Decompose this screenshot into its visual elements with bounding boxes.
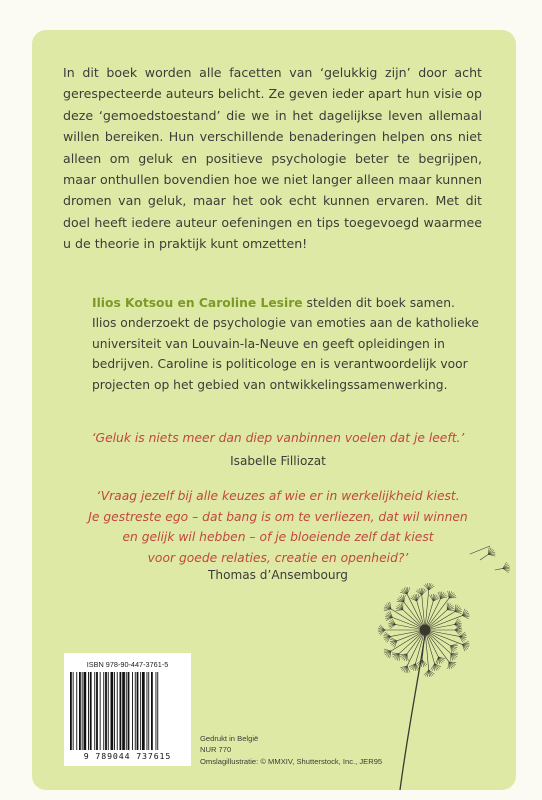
quote-filliozat: ‘Geluk is niets meer dan diep vanbinnen voelen dat je leeft.’ xyxy=(91,431,465,445)
barcode xyxy=(70,672,185,750)
quote-ansembourg-line: en gelijk wil hebben – of je bloeiende zelf dat kiest xyxy=(122,530,434,545)
quote-ansembourg-line: voor goede relaties, creatie en openheid?’ xyxy=(147,550,409,565)
editors-bio: stelden dit boek samen. Ilios onderzoekt de psychologie van emoties aan de katholieke universiteit van Louvain-la-Neuve en geeft opleidingen in bedrijven. Caroline is politicologe en is verantwoordelijk voor projecten op het gebied van ontwikkelingssamenwerking. xyxy=(92,296,479,392)
editors-names: Ilios Kotsou en Caroline Lesire xyxy=(92,296,303,310)
barcode-box xyxy=(64,653,191,766)
barcode-number: 9 789044 737615 xyxy=(83,751,172,761)
illustration-credit: Omslagillustratie: © MMXIV, Shutterstock, Inc., JER95 xyxy=(200,756,383,766)
quote-ansembourg-line: Je gestreste ego – dat bang is om te verliezen, dat wil winnen xyxy=(88,509,468,524)
quote-ansembourg-line: ‘Vraag jezelf bij alle keuzes af wie er in werkelijkheid kiest. xyxy=(96,489,460,503)
nur-code: NUR 770 xyxy=(200,745,232,755)
printed-in: Gedrukt in België xyxy=(200,734,259,743)
isbn-label: ISBN 978-90-447-3761-5 xyxy=(86,660,169,669)
print-info xyxy=(200,733,382,767)
editors-paragraph xyxy=(92,293,482,395)
quote-filliozat-author: Isabelle Filliozat xyxy=(230,454,326,468)
quote-ansembourg-author: Thomas d’Ansembourg xyxy=(208,568,348,582)
intro-paragraph: In dit boek worden alle facetten van ‘gelukkig zijn’ door acht gerespecteerde auteurs belicht. Ze geven ieder apart hun visie op deze ‘gemoedstoestand’ die we in het dagelijkse leven allemaal willen bereiken. Hun verschillende benaderingen helpen ons niet alleen om geluk en positieve psychologie beter te begrijpen, maar onthullen bovendien hoe we niet langer alleen maar kunnen dromen van geluk, maar het ook echt kunnen ervaren. Met dit doel heeft iedere auteur oefeningen en tips toegevoegd waarmee u de theorie in praktijk kunt omzetten! xyxy=(63,65,482,252)
